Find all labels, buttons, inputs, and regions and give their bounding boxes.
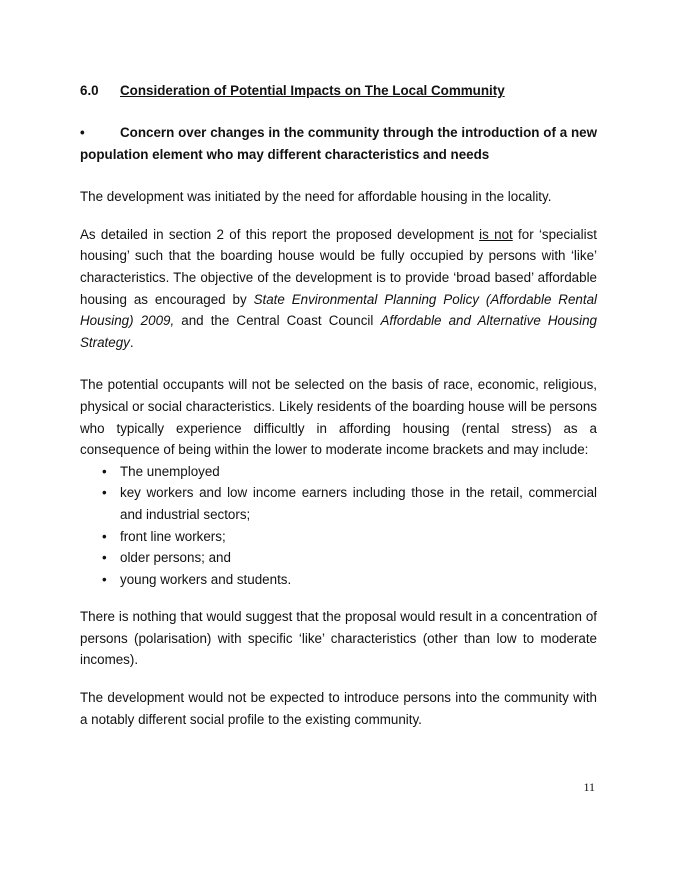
paragraph-2-italic-strategy: Affordable and Alternative Housing Strategy	[80, 313, 597, 350]
list-item-text: front line workers;	[120, 528, 226, 544]
list-item-text: young workers and students.	[120, 571, 292, 587]
bullet-icon: •	[80, 125, 85, 140]
paragraph-2-part-4: .	[129, 334, 134, 350]
page-number: 11	[583, 780, 595, 794]
bullet-icon: •	[102, 550, 107, 566]
list-item-text: older persons; and	[120, 550, 231, 566]
section-title: Consideration of Potential Impacts on The Local Community	[120, 83, 505, 98]
paragraph-2-part-1: As detailed in section 2 of this report the proposed development	[80, 226, 480, 242]
bullet-icon: •	[102, 485, 107, 501]
list-item	[80, 569, 597, 591]
paragraph-1: The development was initiated by the need for affordable housing in the locality.	[80, 189, 552, 205]
paragraph-5: The development would not be expected to introduce persons into the community with a notably different social profile to the existing community.	[80, 690, 597, 727]
list-item	[80, 482, 597, 525]
list-item	[80, 547, 597, 569]
list-item	[80, 461, 597, 483]
concern-text: Concern over changes in the community through the introduction of a new population element who may different characteristics and needs	[80, 125, 597, 162]
list-item-text: key workers and low income earners including those in the retail, commercial and industrial sectors;	[120, 485, 597, 522]
bullet-icon: •	[102, 571, 107, 587]
page-content	[80, 80, 597, 730]
paragraph-2-part-2: for ‘specialist housing’ such that the boarding house would be fully occupied by persons with ‘like’ characteristics. The objective of the development is to provide ‘broad based’ affordable housing as encouraged by	[80, 226, 597, 307]
paragraph-4: There is nothing that would suggest that the proposal would result in a concentration of persons (polarisation) with specific ‘like’ characteristics (other than low to moderate incomes).	[80, 609, 597, 668]
section-number: 6.0	[80, 83, 99, 98]
section-heading	[80, 80, 597, 102]
paragraph-3: The potential occupants will not be selected on the basis of race, economic, religious, physical or social characteristics. Likely residents of the boarding house will be persons who typically experience difficultly in affording housing (rental stress) as a consequence of being within the lower to moderate income brackets and may include:	[80, 377, 597, 458]
list-item	[80, 526, 597, 548]
paragraph-2-underlined: is not	[479, 226, 513, 242]
concern-heading	[80, 122, 597, 165]
occupant-list	[80, 461, 597, 591]
paragraph-2-italic-policy: State Environmental Planning Policy (Affordable Rental Housing) 2009,	[80, 291, 597, 329]
bullet-icon: •	[102, 528, 107, 544]
bullet-icon: •	[102, 463, 107, 479]
list-item-text: The unemployed	[120, 463, 220, 479]
paragraph-2	[80, 224, 597, 354]
paragraph-2-part-3: and the Central Coast Council	[174, 313, 381, 329]
